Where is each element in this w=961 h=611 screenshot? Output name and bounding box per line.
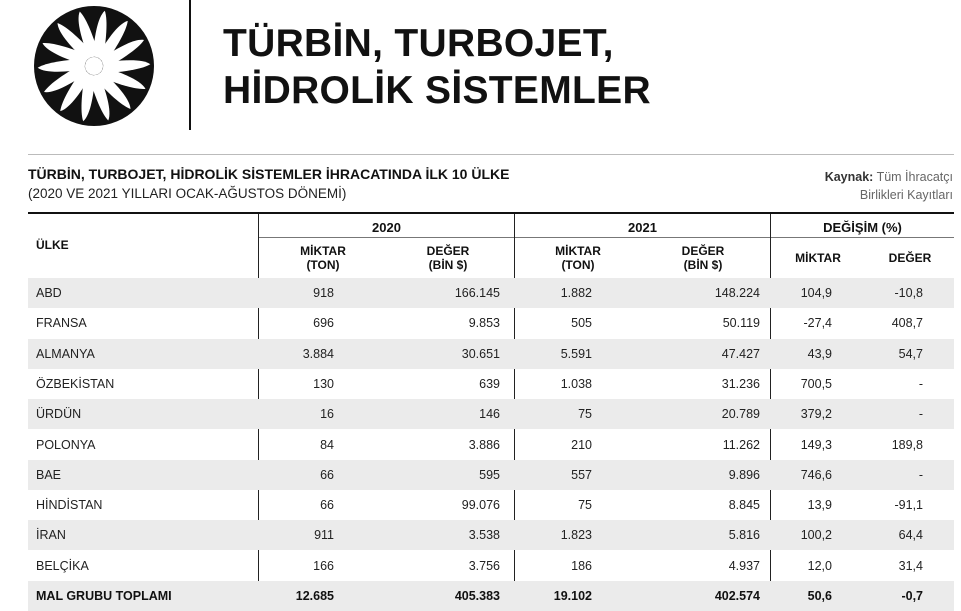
qty-2020-cell: 66 bbox=[320, 467, 334, 482]
turbine-logo-icon bbox=[32, 4, 156, 128]
source-text-2: Birlikleri Kayıtları bbox=[859, 188, 953, 202]
page-title bbox=[223, 20, 651, 114]
table-total-row bbox=[28, 581, 954, 611]
change-value-cell: - bbox=[918, 407, 923, 422]
val-unit: (BİN $) bbox=[428, 258, 468, 272]
table-row bbox=[28, 551, 954, 581]
change-value-cell: -10,8 bbox=[894, 286, 923, 300]
export-table bbox=[28, 214, 954, 611]
table-row bbox=[28, 460, 954, 490]
value-2020-cell: 3.756 bbox=[468, 558, 500, 573]
country-cell: BELÇİKA bbox=[36, 558, 89, 573]
qty-2020-cell: 911 bbox=[314, 528, 334, 543]
change-value-cell: - bbox=[918, 467, 923, 482]
qty-2021-cell: 1.038 bbox=[560, 376, 592, 391]
qty-2020-cell: 130 bbox=[313, 376, 334, 391]
qty-unit: (TON) bbox=[561, 258, 595, 272]
qty-2020-cell: 66 bbox=[320, 498, 334, 513]
column-header-change-qty: MİKTAR bbox=[795, 251, 841, 265]
value-2021-cell: 31.236 bbox=[721, 376, 760, 391]
country-cell: ALMANYA bbox=[36, 346, 95, 361]
page-title-line-2: HİDROLİK SİSTEMLER bbox=[223, 69, 651, 112]
value-2020-cell: 3.886 bbox=[468, 437, 500, 452]
table-row bbox=[28, 308, 954, 338]
value-2021-cell: 402.574 bbox=[714, 589, 760, 603]
change-qty-cell: 379,2 bbox=[800, 407, 832, 422]
value-2021-cell: 4.937 bbox=[728, 558, 760, 573]
qty-2021-cell: 19.102 bbox=[553, 589, 592, 603]
group-rule-change bbox=[771, 237, 954, 238]
page-title-line-1: TÜRBİN, TURBOJET, bbox=[223, 22, 614, 65]
source-note bbox=[793, 168, 953, 204]
change-qty-cell: 100,2 bbox=[800, 528, 832, 543]
top-rule bbox=[28, 154, 954, 155]
change-qty-cell: -27,4 bbox=[803, 316, 832, 331]
value-2020-cell: 3.538 bbox=[468, 528, 500, 543]
country-cell: ÖZBEKİSTAN bbox=[36, 376, 115, 391]
change-qty-cell: 104,9 bbox=[800, 286, 832, 300]
val-label: DEĞER bbox=[681, 244, 725, 258]
value-2020-cell: 595 bbox=[479, 467, 500, 482]
value-2020-cell: 99.076 bbox=[461, 498, 500, 513]
change-qty-cell: 50,6 bbox=[807, 589, 832, 603]
qty-2021-cell: 75 bbox=[578, 498, 592, 513]
qty-2021-cell: 557 bbox=[571, 467, 592, 482]
page-header bbox=[0, 0, 961, 140]
value-2021-cell: 5.816 bbox=[728, 528, 760, 543]
qty-label: MİKTAR bbox=[555, 244, 601, 258]
table-row bbox=[28, 399, 954, 429]
change-value-cell: 189,8 bbox=[891, 437, 923, 452]
change-qty-cell: 700,5 bbox=[800, 376, 832, 391]
qty-2021-cell: 210 bbox=[571, 437, 592, 452]
country-cell: ABD bbox=[36, 286, 62, 300]
qty-2020-cell: 918 bbox=[313, 286, 334, 300]
group-rule-2020 bbox=[259, 237, 514, 238]
group-header-2020: 2020 bbox=[372, 220, 401, 235]
value-2020-cell: 146 bbox=[479, 407, 500, 422]
group-header-2021: 2021 bbox=[628, 220, 657, 235]
qty-2021-cell: 505 bbox=[571, 316, 592, 331]
change-qty-cell: 746,6 bbox=[800, 467, 832, 482]
country-cell: ÜRDÜN bbox=[36, 407, 82, 422]
val-label: DEĞER bbox=[426, 244, 470, 258]
country-cell: POLONYA bbox=[36, 437, 96, 452]
change-qty-cell: 12,0 bbox=[807, 558, 832, 573]
change-qty-cell: 43,9 bbox=[807, 346, 832, 361]
value-2020-cell: 9.853 bbox=[468, 316, 500, 331]
column-header-val-2021 bbox=[643, 244, 763, 272]
value-2021-cell: 8.845 bbox=[728, 498, 760, 513]
column-header-qty-2020 bbox=[268, 244, 378, 272]
column-header-val-2020 bbox=[388, 244, 508, 272]
value-2021-cell: 11.262 bbox=[722, 437, 760, 452]
change-value-cell: 64,4 bbox=[898, 528, 923, 543]
qty-2021-cell: 186 bbox=[571, 558, 592, 573]
header-divider bbox=[189, 0, 191, 130]
value-2020-cell: 405.383 bbox=[454, 589, 500, 603]
country-cell: FRANSA bbox=[36, 316, 87, 331]
group-rule-2021 bbox=[515, 237, 770, 238]
value-2021-cell: 9.896 bbox=[728, 467, 760, 482]
value-2021-cell: 148.224 bbox=[714, 286, 760, 300]
change-value-cell: -0,7 bbox=[901, 589, 923, 603]
qty-2020-cell: 3.884 bbox=[302, 346, 334, 361]
change-qty-cell: 149,3 bbox=[800, 437, 832, 452]
country-cell: HİNDİSTAN bbox=[36, 498, 103, 513]
table-row bbox=[28, 490, 954, 520]
table-subtitle: (2020 VE 2021 YILLARI OCAK-AĞUSTOS DÖNEMİ) bbox=[28, 186, 347, 201]
qty-2020-cell: 16 bbox=[320, 407, 334, 422]
change-value-cell: - bbox=[918, 376, 923, 391]
value-2021-cell: 47.427 bbox=[721, 346, 760, 361]
qty-2020-cell: 84 bbox=[320, 437, 334, 452]
column-header-qty-2021 bbox=[523, 244, 633, 272]
value-2020-cell: 166.145 bbox=[454, 286, 500, 300]
change-value-cell: 31,4 bbox=[898, 558, 923, 573]
change-qty-cell: 13,9 bbox=[807, 498, 832, 513]
change-value-cell: -91,1 bbox=[894, 498, 923, 513]
table-row bbox=[28, 339, 954, 369]
qty-2020-cell: 12.685 bbox=[295, 589, 334, 603]
table-row bbox=[28, 369, 954, 399]
qty-unit: (TON) bbox=[306, 258, 340, 272]
val-unit: (BİN $) bbox=[683, 258, 723, 272]
country-cell: MAL GRUBU TOPLAMI bbox=[36, 589, 172, 603]
value-2021-cell: 50.119 bbox=[722, 316, 760, 331]
value-2020-cell: 30.651 bbox=[461, 346, 500, 361]
country-cell: BAE bbox=[36, 467, 62, 482]
source-label: Kaynak: bbox=[824, 170, 874, 184]
qty-2020-cell: 696 bbox=[313, 316, 334, 331]
table-row bbox=[28, 430, 954, 460]
value-2021-cell: 20.789 bbox=[721, 407, 760, 422]
qty-2021-cell: 75 bbox=[578, 407, 592, 422]
qty-2021-cell: 5.591 bbox=[560, 346, 592, 361]
source-text: Tüm İhracatçı bbox=[876, 170, 953, 184]
qty-2020-cell: 166 bbox=[313, 558, 334, 573]
table-row bbox=[28, 278, 954, 308]
table-title: TÜRBİN, TURBOJET, HİDROLİK SİSTEMLER İHRACATINDA İLK 10 ÜLKE bbox=[28, 166, 510, 182]
qty-label: MİKTAR bbox=[300, 244, 346, 258]
table-row bbox=[28, 520, 954, 550]
qty-2021-cell: 1.823 bbox=[560, 528, 592, 543]
group-header-change: DEĞİŞİM (%) bbox=[823, 220, 902, 235]
column-header-change-val: DEĞER bbox=[888, 251, 932, 265]
change-value-cell: 54,7 bbox=[898, 346, 923, 361]
qty-2021-cell: 1.882 bbox=[560, 286, 592, 300]
country-cell: İRAN bbox=[36, 528, 66, 543]
change-value-cell: 408,7 bbox=[891, 316, 923, 331]
column-header-country: ÜLKE bbox=[36, 238, 69, 252]
value-2020-cell: 639 bbox=[479, 376, 500, 391]
